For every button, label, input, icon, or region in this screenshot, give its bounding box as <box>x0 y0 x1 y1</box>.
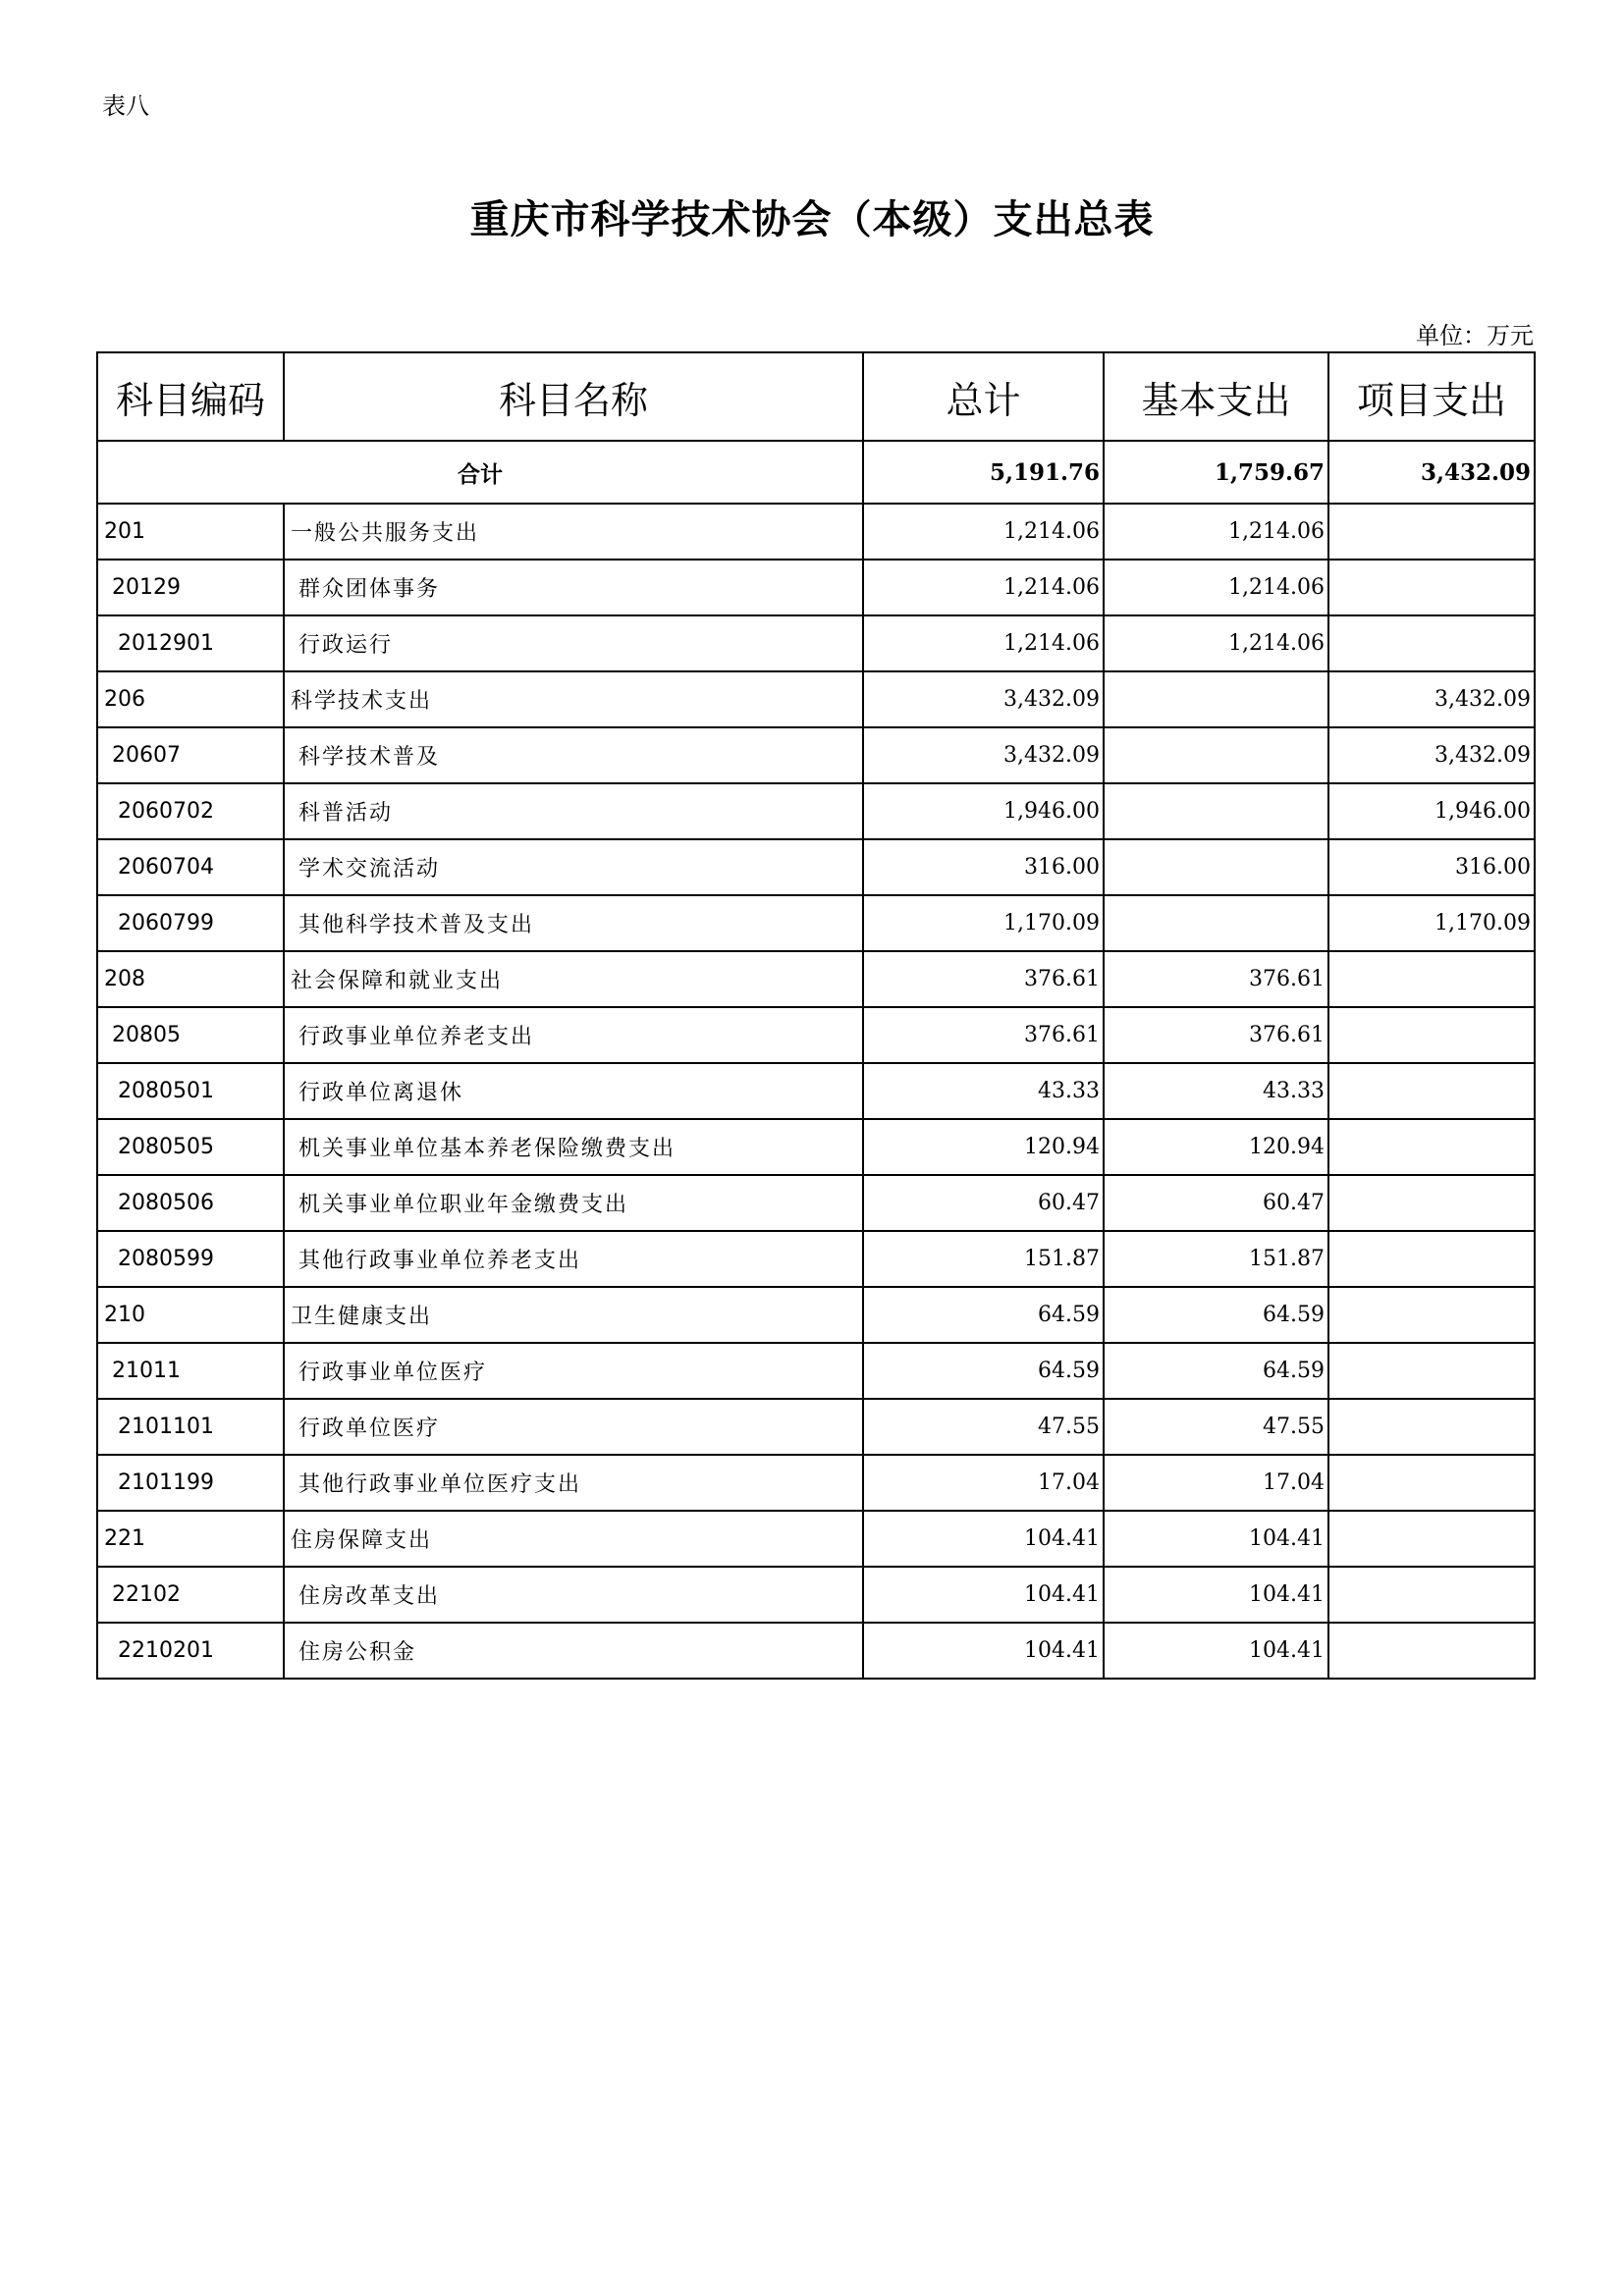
row-basic: 47.55 <box>1104 1399 1328 1455</box>
row-name: 住房保障支出 <box>284 1511 863 1567</box>
table-row <box>97 1567 1535 1623</box>
row-code: 20129 <box>97 560 284 615</box>
header-project: 项目支出 <box>1328 352 1535 441</box>
table-row <box>97 951 1535 1007</box>
row-basic: 43.33 <box>1104 1063 1328 1119</box>
row-basic: 17.04 <box>1104 1455 1328 1511</box>
row-total: 47.55 <box>863 1399 1104 1455</box>
row-total: 17.04 <box>863 1455 1104 1511</box>
row-project <box>1328 560 1535 615</box>
row-total: 64.59 <box>863 1287 1104 1343</box>
table-row <box>97 783 1535 839</box>
row-code: 2101199 <box>97 1455 284 1511</box>
unit-label: 单位：万元 <box>1416 322 1534 349</box>
row-basic: 120.94 <box>1104 1119 1328 1175</box>
row-name: 群众团体事务 <box>284 560 863 615</box>
row-name: 机关事业单位基本养老保险缴费支出 <box>284 1119 863 1175</box>
row-name: 卫生健康支出 <box>284 1287 863 1343</box>
table-row <box>97 1511 1535 1567</box>
row-code: 2060799 <box>97 895 284 951</box>
row-basic <box>1104 671 1328 727</box>
row-total: 151.87 <box>863 1231 1104 1287</box>
table-row <box>97 1287 1535 1343</box>
row-project: 3,432.09 <box>1328 727 1535 783</box>
row-name: 住房公积金 <box>284 1623 863 1679</box>
table-row <box>97 671 1535 727</box>
row-total: 120.94 <box>863 1119 1104 1175</box>
row-project <box>1328 1343 1535 1399</box>
row-name: 一般公共服务支出 <box>284 504 863 560</box>
expenditure-table <box>96 351 1536 1680</box>
row-name: 社会保障和就业支出 <box>284 951 863 1007</box>
row-code: 20607 <box>97 727 284 783</box>
row-name: 行政单位医疗 <box>284 1399 863 1455</box>
table-row <box>97 615 1535 671</box>
row-project <box>1328 615 1535 671</box>
row-total: 3,432.09 <box>863 671 1104 727</box>
total-total: 5,191.76 <box>863 441 1104 504</box>
row-total: 1,946.00 <box>863 783 1104 839</box>
row-total: 3,432.09 <box>863 727 1104 783</box>
row-name: 科学技术支出 <box>284 671 863 727</box>
row-basic: 376.61 <box>1104 951 1328 1007</box>
row-total: 376.61 <box>863 1007 1104 1063</box>
row-code: 2101101 <box>97 1399 284 1455</box>
table-row <box>97 1231 1535 1287</box>
row-code: 208 <box>97 951 284 1007</box>
row-project <box>1328 1287 1535 1343</box>
row-total: 316.00 <box>863 839 1104 895</box>
row-project <box>1328 1511 1535 1567</box>
row-project <box>1328 1623 1535 1679</box>
row-code: 2080506 <box>97 1175 284 1231</box>
row-basic: 64.59 <box>1104 1343 1328 1399</box>
row-code: 2060702 <box>97 783 284 839</box>
row-name: 行政运行 <box>284 615 863 671</box>
row-name: 科普活动 <box>284 783 863 839</box>
table-row <box>97 727 1535 783</box>
row-project <box>1328 1175 1535 1231</box>
table-row <box>97 1063 1535 1119</box>
row-name: 其他科学技术普及支出 <box>284 895 863 951</box>
table-row <box>97 839 1535 895</box>
total-basic: 1,759.67 <box>1104 441 1328 504</box>
row-total: 1,214.06 <box>863 560 1104 615</box>
row-total: 60.47 <box>863 1175 1104 1231</box>
table-row <box>97 1399 1535 1455</box>
header-total: 总计 <box>863 352 1104 441</box>
row-basic <box>1104 895 1328 951</box>
row-name: 机关事业单位职业年金缴费支出 <box>284 1175 863 1231</box>
row-code: 2060704 <box>97 839 284 895</box>
row-basic <box>1104 839 1328 895</box>
row-project <box>1328 504 1535 560</box>
row-project: 1,170.09 <box>1328 895 1535 951</box>
total-project: 3,432.09 <box>1328 441 1535 504</box>
header-code: 科目编码 <box>97 352 284 441</box>
row-code: 2210201 <box>97 1623 284 1679</box>
row-basic: 104.41 <box>1104 1623 1328 1679</box>
table-row <box>97 895 1535 951</box>
table-row <box>97 1119 1535 1175</box>
total-label: 合计 <box>97 441 863 504</box>
table-row <box>97 1455 1535 1511</box>
row-name: 科学技术普及 <box>284 727 863 783</box>
row-total: 104.41 <box>863 1567 1104 1623</box>
table-row <box>97 504 1535 560</box>
header-name: 科目名称 <box>284 352 863 441</box>
table-row <box>97 1175 1535 1231</box>
row-name: 行政单位离退休 <box>284 1063 863 1119</box>
row-code: 2080599 <box>97 1231 284 1287</box>
row-basic: 104.41 <box>1104 1511 1328 1567</box>
row-total: 1,214.06 <box>863 615 1104 671</box>
row-basic <box>1104 783 1328 839</box>
row-name: 住房改革支出 <box>284 1567 863 1623</box>
row-total: 376.61 <box>863 951 1104 1007</box>
table-row <box>97 1007 1535 1063</box>
row-code: 210 <box>97 1287 284 1343</box>
table-row <box>97 1343 1535 1399</box>
row-code: 206 <box>97 671 284 727</box>
row-name: 行政事业单位医疗 <box>284 1343 863 1399</box>
row-total: 104.41 <box>863 1623 1104 1679</box>
row-project: 316.00 <box>1328 839 1535 895</box>
row-code: 2080501 <box>97 1063 284 1119</box>
row-name: 其他行政事业单位养老支出 <box>284 1231 863 1287</box>
row-basic: 376.61 <box>1104 1007 1328 1063</box>
row-project <box>1328 1007 1535 1063</box>
row-basic: 1,214.06 <box>1104 560 1328 615</box>
row-code: 2012901 <box>97 615 284 671</box>
header-basic: 基本支出 <box>1104 352 1328 441</box>
row-code: 201 <box>97 504 284 560</box>
row-basic: 1,214.06 <box>1104 504 1328 560</box>
row-project <box>1328 1455 1535 1511</box>
row-project: 1,946.00 <box>1328 783 1535 839</box>
row-total: 64.59 <box>863 1343 1104 1399</box>
row-code: 20805 <box>97 1007 284 1063</box>
row-basic: 104.41 <box>1104 1567 1328 1623</box>
row-basic: 1,214.06 <box>1104 615 1328 671</box>
table-row <box>97 1623 1535 1679</box>
row-project <box>1328 951 1535 1007</box>
row-name: 学术交流活动 <box>284 839 863 895</box>
table-label: 表八 <box>102 92 149 120</box>
row-code: 22102 <box>97 1567 284 1623</box>
header-row <box>97 352 1535 441</box>
row-name: 行政事业单位养老支出 <box>284 1007 863 1063</box>
row-basic: 64.59 <box>1104 1287 1328 1343</box>
row-basic: 60.47 <box>1104 1175 1328 1231</box>
row-basic <box>1104 727 1328 783</box>
row-total: 43.33 <box>863 1063 1104 1119</box>
row-total: 104.41 <box>863 1511 1104 1567</box>
row-project <box>1328 1399 1535 1455</box>
row-name: 其他行政事业单位医疗支出 <box>284 1455 863 1511</box>
row-project <box>1328 1231 1535 1287</box>
row-total: 1,214.06 <box>863 504 1104 560</box>
row-basic: 151.87 <box>1104 1231 1328 1287</box>
row-total: 1,170.09 <box>863 895 1104 951</box>
row-code: 221 <box>97 1511 284 1567</box>
page-title: 重庆市科学技术协会（本级）支出总表 <box>469 197 1155 242</box>
table-row <box>97 560 1535 615</box>
row-project <box>1328 1119 1535 1175</box>
row-project: 3,432.09 <box>1328 671 1535 727</box>
row-project <box>1328 1063 1535 1119</box>
total-row <box>97 441 1535 504</box>
row-project <box>1328 1567 1535 1623</box>
row-code: 21011 <box>97 1343 284 1399</box>
row-code: 2080505 <box>97 1119 284 1175</box>
